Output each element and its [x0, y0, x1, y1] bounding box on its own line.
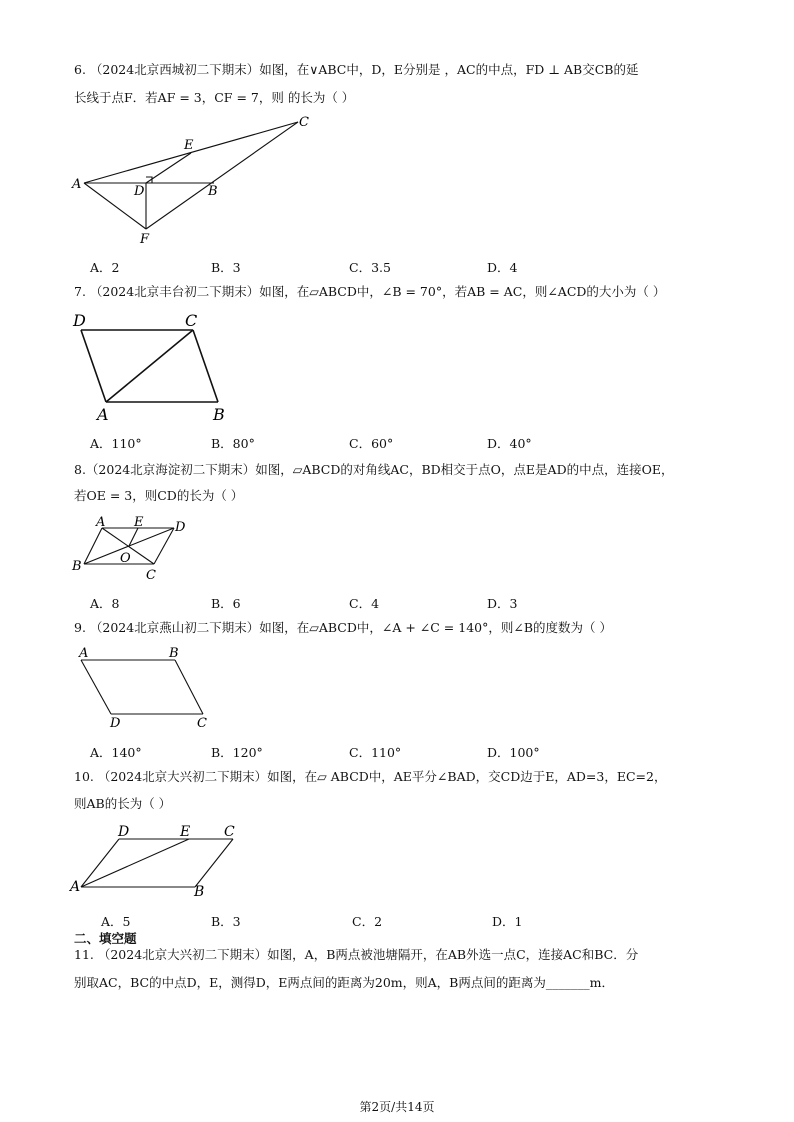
q6-figure — [70, 112, 320, 247]
q9-label-b: B — [169, 646, 179, 661]
q7-option-c[interactable]: C．60° — [349, 436, 394, 451]
q6-label-d: D — [134, 184, 145, 199]
q7-label-c: C — [185, 311, 198, 330]
section-title: 二、填空题 — [74, 931, 137, 946]
q7-option-a[interactable]: A．110° — [90, 436, 142, 451]
q8-label-a: A — [96, 515, 106, 530]
q6-label-b: B — [208, 184, 218, 199]
q10-label-a: A — [70, 879, 81, 895]
q8-line2: 若OE = 3，则CD的长为（ ） — [74, 488, 244, 503]
q10-line2: 则AB的长为（ ） — [74, 796, 172, 811]
q9-label-a: A — [79, 646, 89, 661]
q10-line1: 10. （2024北京大兴初二下期末）如图，在▱ ABCD中，AE平分∠BAD，交CD边于E，AD=3，EC=2， — [74, 769, 667, 784]
q8-label-o: O — [120, 551, 131, 566]
q6-line1: 6. （2024北京西城初二下期末）如图，在∨ABC中，D，E分别是 ，AC的中点，FD ⊥ AB交CB的延 — [74, 62, 639, 77]
q9-figure — [72, 643, 222, 733]
q8-option-c[interactable]: C．4 — [349, 596, 380, 611]
q8-option-a[interactable]: A．8 — [90, 596, 120, 611]
q7-label-a: A — [97, 405, 109, 423]
q10-option-a[interactable]: A．5 — [101, 914, 131, 929]
q8-option-b[interactable]: B．6 — [211, 596, 241, 611]
q7-label-b: B — [213, 405, 225, 423]
q6-label-a: A — [72, 177, 82, 192]
q9-line1: 9. （2024北京燕山初二下期末）如图，在▱ABCD中，∠A + ∠C = 140°，则∠B的度数为（ ） — [74, 620, 612, 635]
q7-figure — [70, 308, 240, 423]
q9-option-a[interactable]: A．140° — [90, 745, 142, 760]
q11-line2: 别取AC，BC的中点D，E，测得D，E两点间的距离为20m，则A，B两点间的距离为_______m． — [74, 975, 614, 990]
page-footer: 第2页/共14页 — [359, 1100, 435, 1114]
q6-option-c[interactable]: C．3.5 — [349, 260, 391, 275]
q9-option-b[interactable]: B．120° — [211, 745, 263, 760]
q9-option-d[interactable]: D．100° — [487, 745, 540, 760]
q8-label-e: E — [134, 515, 144, 530]
q6-option-b[interactable]: B．3 — [211, 260, 241, 275]
q10-label-c: C — [224, 824, 235, 840]
q10-option-b[interactable]: B．3 — [211, 914, 241, 929]
q8-label-c: C — [146, 568, 156, 583]
q10-label-b: B — [194, 884, 205, 900]
q6-label-c: C — [299, 115, 309, 130]
q8-label-b: B — [72, 559, 82, 574]
q7-option-b[interactable]: B．80° — [211, 436, 255, 451]
q8-option-d[interactable]: D．3 — [487, 596, 518, 611]
q10-label-d: D — [118, 824, 130, 840]
q10-figure — [68, 818, 248, 900]
q6-option-d[interactable]: D．4 — [487, 260, 518, 275]
q6-label-e: E — [184, 138, 194, 153]
q10-option-c[interactable]: C．2 — [352, 914, 383, 929]
q8-figure — [70, 512, 200, 584]
q7-label-d: D — [73, 311, 86, 330]
q9-label-d: D — [110, 716, 121, 731]
q9-label-c: C — [197, 716, 207, 731]
q7-option-d[interactable]: D．40° — [487, 436, 532, 451]
q6-line2: 长线于点F．若AF = 3，CF = 7，则 的长为（ ） — [74, 90, 355, 105]
q10-label-e: E — [180, 824, 191, 840]
q6-option-a[interactable]: A．2 — [90, 260, 120, 275]
q8-label-d: D — [175, 520, 186, 535]
q7-line1: 7. （2024北京丰台初二下期末）如图，在▱ABCD中，∠B = 70°，若AB = AC，则∠ACD的大小为（ ） — [74, 284, 666, 299]
q10-option-d[interactable]: D．1 — [492, 914, 523, 929]
q11-line1: 11. （2024北京大兴初二下期末）如图，A，B两点被池塘隔开，在AB外选一点C，连接AC和BC．分 — [74, 947, 639, 962]
q9-option-c[interactable]: C．110° — [349, 745, 402, 760]
q8-line1: 8.（2024北京海淀初二下期末）如图，▱ABCD的对角线AC，BD相交于点O，点E是AD的中点，连接OE， — [74, 462, 674, 477]
q6-label-f: F — [140, 232, 150, 247]
